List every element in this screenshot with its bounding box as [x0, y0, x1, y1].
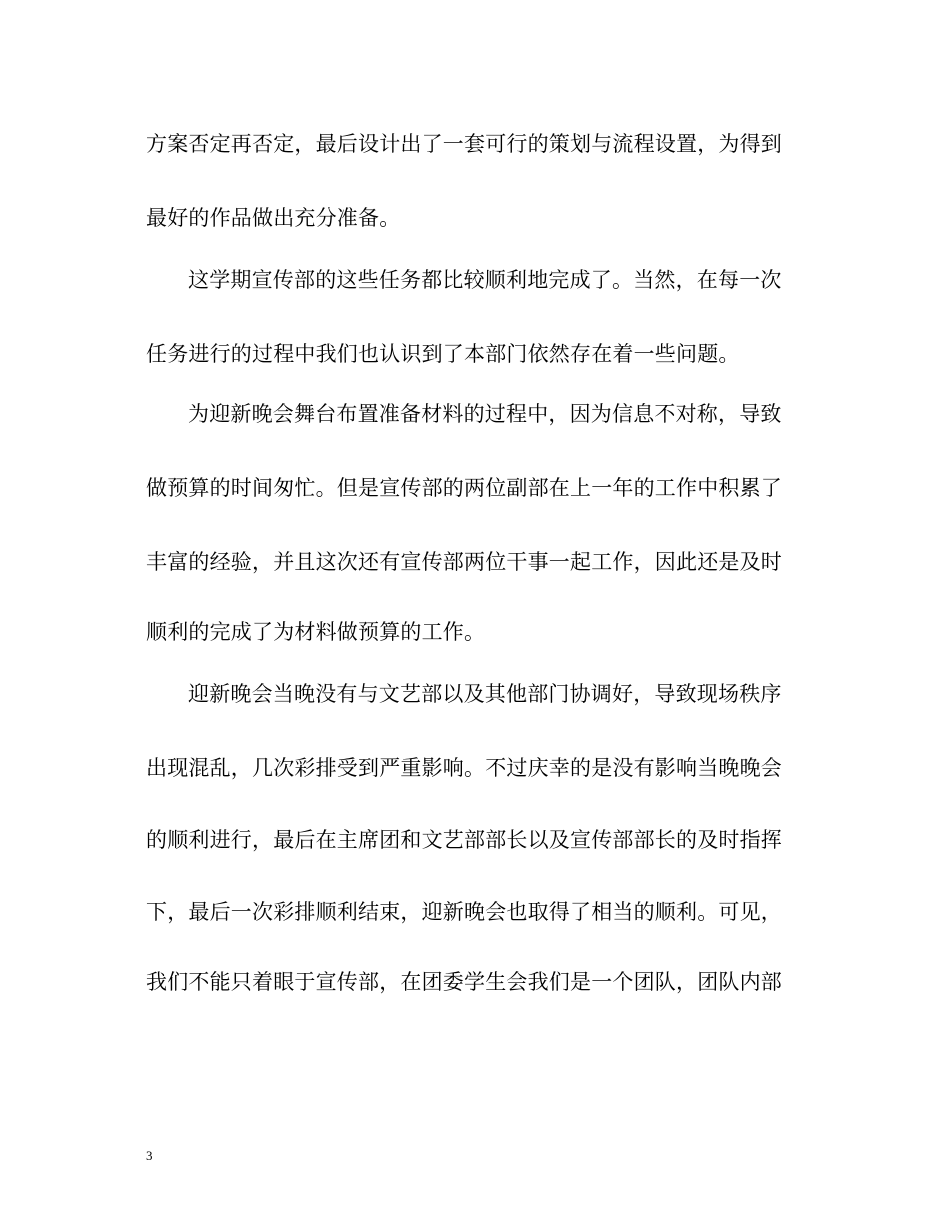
paragraph-line: 顺利的完成了为材料做预算的工作。: [146, 620, 486, 644]
paragraph-line: 下，最后一次彩排顺利结束，迎新晚会也取得了相当的顺利。可见，: [146, 900, 782, 924]
paragraph-line: 做预算的时间匆忙。但是宣传部的两位副部在上一年的工作中积累了: [146, 476, 782, 500]
paragraph-line: 迎新晚会当晚没有与文艺部以及其他部门协调好，导致现场秩序: [188, 682, 782, 706]
paragraph-line: 出现混乱，几次彩排受到严重影响。不过庆幸的是没有影响当晚晚会: [146, 756, 782, 780]
paragraph-line: 为迎新晚会舞台布置准备材料的过程中，因为信息不对称，导致: [188, 402, 782, 426]
paragraph-line: 这学期宣传部的这些任务都比较顺利地完成了。当然，在每一次: [188, 268, 782, 292]
paragraph-line: 最好的作品做出充分准备。: [146, 206, 401, 230]
paragraph-line: 任务进行的过程中我们也认识到了本部门依然存在着一些问题。: [146, 342, 740, 366]
paragraph-line: 丰富的经验，并且这次还有宣传部两位干事一起工作，因此还是及时: [146, 550, 782, 574]
paragraph-line: 我们不能只着眼于宣传部，在团委学生会我们是一个团队，团队内部: [146, 970, 782, 994]
paragraph-line: 方案否定再否定，最后设计出了一套可行的策划与流程设置，为得到: [146, 132, 782, 156]
page-number: 3: [146, 1148, 153, 1163]
paragraph-line: 的顺利进行，最后在主席团和文艺部部长以及宣传部部长的及时指挥: [146, 828, 782, 852]
